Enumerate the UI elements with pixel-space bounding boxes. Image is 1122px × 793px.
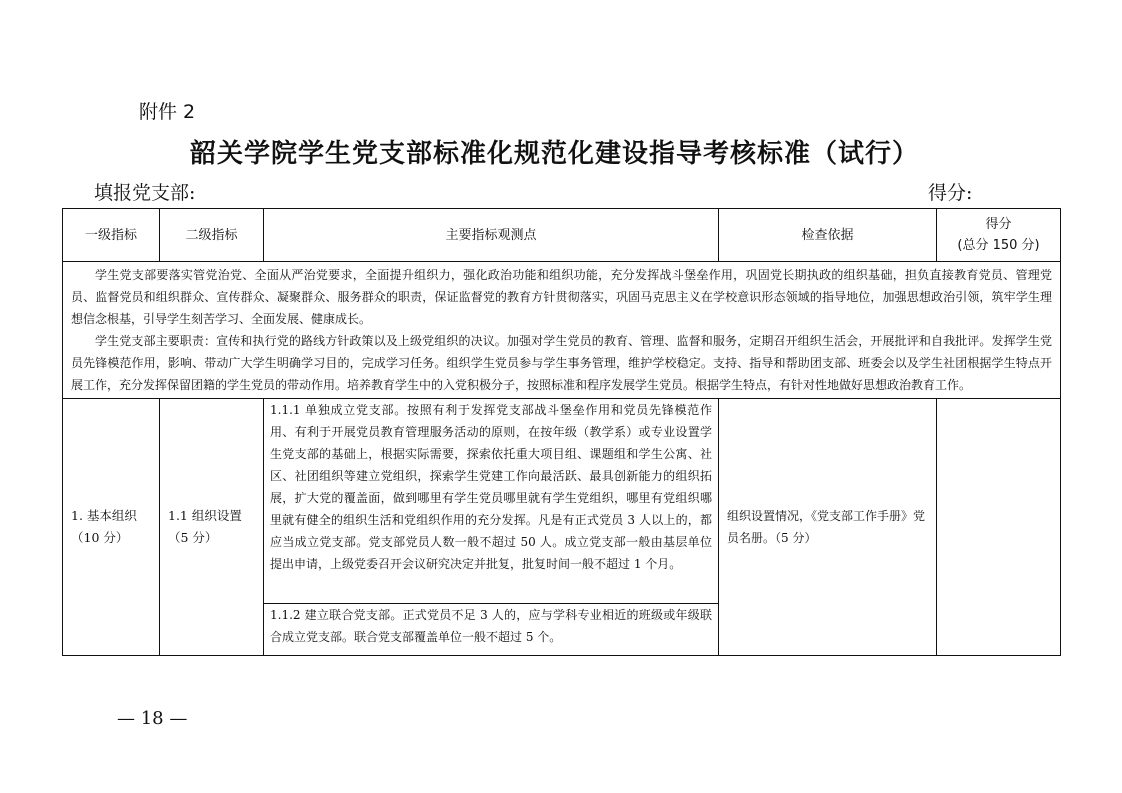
- header-score-title: 得分: [985, 217, 1012, 232]
- intro-row: [63, 262, 1061, 399]
- header-observation: 主要指标观测点: [264, 209, 719, 262]
- table-row: [63, 399, 1061, 604]
- branch-label: 填报党支部:: [94, 182, 196, 204]
- level1-cell: 1. 基本组织（10 分）: [63, 399, 160, 656]
- intro-paragraph: 学生党支部要落实管党治党、全面从严治党要求，全面提升组织力，强化政治功能和组织功能，充分发挥战斗堡垒作用，巩固党长期执政的组织基础，担负直接教育党员、管理党员、监督党员和组织群众、宣传群众、凝聚群众、服务群众的职责，保证监督党的教育方针贯彻落实，巩固马克思主义在学校意识形态领域的指导地位，加强思想政治引领，筑牢学生理想信念根基，引导学生刻苦学习、全面发展、健康成长。: [71, 268, 1052, 326]
- score-cell: [937, 399, 1061, 656]
- assessment-table: [62, 208, 1061, 656]
- document-title: 韶关学院学生党支部标准化规范化建设指导考核标准（试行）: [190, 139, 920, 169]
- header-score: [937, 209, 1061, 262]
- observation-cell-2: 1.1.2 建立联合党支部。正式党员不足 3 人的，应与学科专业相近的班级或年级联合成立党支部。联合党支部覆盖单位一般不超过 5 个。: [264, 604, 719, 656]
- header-level2: 二级指标: [160, 209, 264, 262]
- header-basis: 检查依据: [719, 209, 937, 262]
- intro-paragraph: 学生党支部主要职责：宣传和执行党的路线方针政策以及上级党组织的决议。加强对学生党员的教育、管理、监督和服务，定期召开组织生活会，开展批评和自我批评。发挥学生党员先锋模范作用，影响、带动广大学生明确学习目的，完成学习任务。组织学生党员参与学生事务管理，维护学校稳定。支持、指导和帮助团支部、班委会以及学生社团根据学生特点开展工作，充分发挥保留团籍的学生党员的带动作用。培养教育学生中的入党积极分子，按照标准和程序发展学生党员。根据学生特点，有针对性地做好思想政治教育工作。: [71, 334, 1052, 392]
- table-header-row: [63, 209, 1061, 262]
- header-score-total: (总分 150 分): [957, 238, 1040, 253]
- attachment-label: 附件 2: [139, 101, 196, 123]
- basis-cell: 组织设置情况，《党支部工作手册》党员名册。（5 分）: [719, 399, 937, 656]
- intro-cell: [63, 262, 1061, 399]
- header-level1: 一级指标: [63, 209, 160, 262]
- level2-cell: 1.1 组织设置（5 分）: [160, 399, 264, 656]
- page-number: — 18 —: [117, 708, 188, 729]
- score-label: 得分:: [928, 182, 973, 204]
- observation-cell-1: 1.1.1 单独成立党支部。按照有利于发挥党支部战斗堡垒作用和党员先锋模范作用、有利于开展党员教育管理服务活动的原则，在按年级（教学系）或专业设置学生党支部的基础上，根据实际需要，探索依托重大项目组、课题组和学生公寓、社区、社团组织等建立党组织，探索学生党建工作向最活跃、最具创新能力的组织拓展，扩大党的覆盖面，做到哪里有学生党员哪里就有学生党组织，哪里有党组织哪里就有健全的组织生活和党组织作用的充分发挥。凡是有正式党员 3 人以上的，都应当成立党支部。党支部党员人数一般不超过 50 人。成立党支部一般由基层单位提出申请，上级党委召开会议研究决定并批复，批复时间一般不超过 1 个月。: [264, 399, 719, 604]
